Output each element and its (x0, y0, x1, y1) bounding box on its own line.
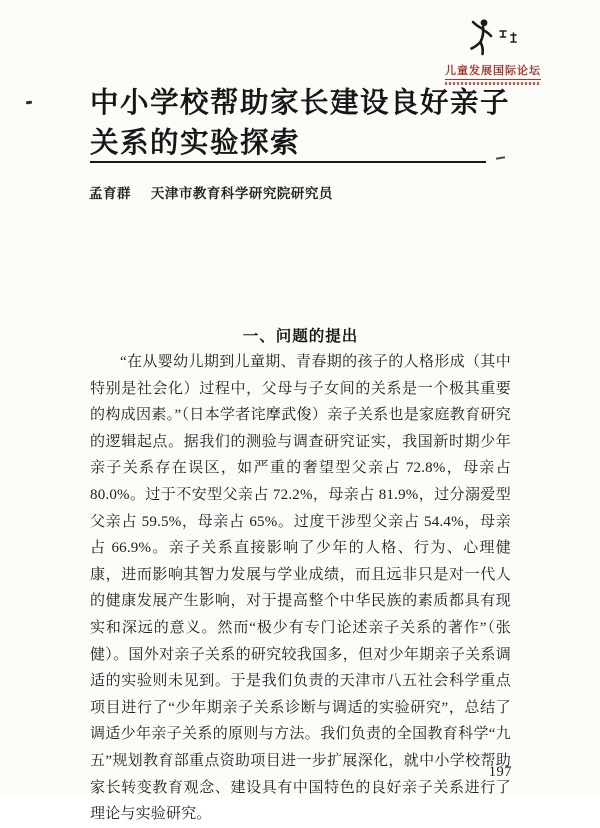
forum-logo (438, 16, 548, 85)
forum-banner-text: 儿童发展国际论坛 (445, 62, 541, 80)
dancing-child-icon (438, 16, 548, 60)
article-title-line1: 中小学校帮助家长建设良好亲子 (90, 88, 511, 119)
title-underline-rule (90, 161, 486, 163)
body-paragraph: “在从婴幼儿期到儿童期、青春期的孩子的人格形成（其中特别是社会化）过程中，父母与子女间的关系是一个极其重要的构成因素。”（日本学者诧摩武俊）亲子关系也是家庭教育研究的逻辑起点。据我们的测验与调查研究证实，我国新时期少年亲子关系存在误区，如严重的奢望型父亲占 72.8%，母亲占 80.0%。过于不安型父亲占 72.2%，母亲占 81.9%，过分溺爱型父亲占 59.5%，母亲占 65%。过度干涉型父亲占 54.4%，母亲占 66.9%。亲子关系直接影响了少年的人格、行为、心理健康，进而影响其智力发展与学业成绩，而且远非只是对一代人的健康发展产生影响，对于提高整个中华民族的素质都具有现实和深远的意义。然而“极少有专门论述亲子关系的著作”（张健）。国外对亲子关系的研究较我国多，但对少年期亲子关系调适的实验则未见到。于是我们负责的天津市八五社会科学重点项目进行了“少年期亲子关系诊断与调适的实验研究”，总结了调适少年亲子关系的原则与方法。我们负责的全国教育科学“九五”规划教育部重点资助项目进一步扩展深化，就中小学校帮助家长转变教育观念、建设具有中国特色的良好亲子关系进行了理论与实验研究。 (90, 354, 511, 823)
byline (89, 182, 333, 202)
article-title (90, 84, 530, 164)
section-heading: 一、问题的提出 (242, 328, 359, 345)
page-number: 197 (488, 764, 512, 780)
scan-speck (26, 101, 32, 105)
author-affiliation: 天津市教育科学研究院研究员 (150, 186, 333, 201)
article-title-line2: 关系的实验探索 (90, 128, 301, 159)
author-name: 孟育群 (89, 186, 131, 201)
